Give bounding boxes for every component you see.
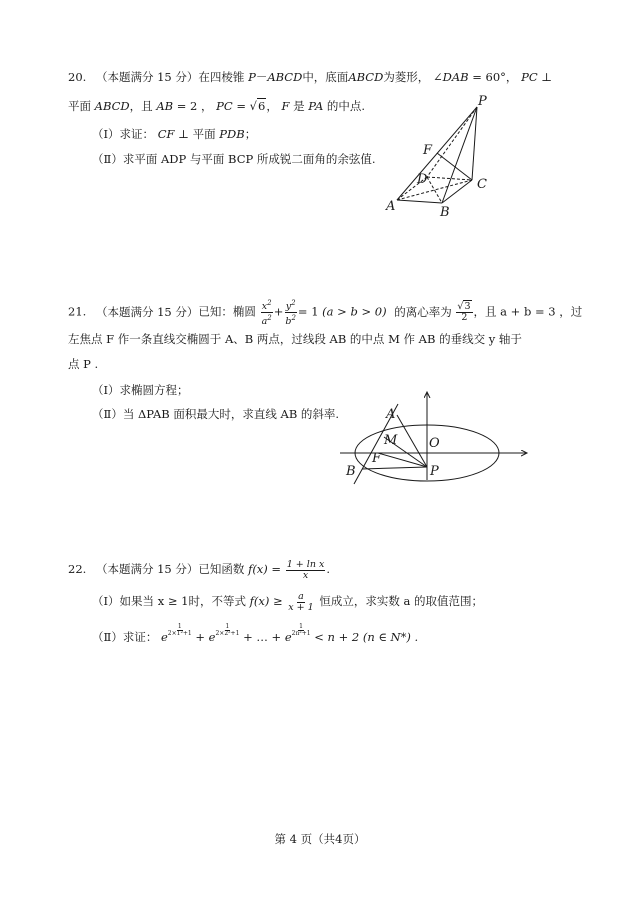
edge-ab [397,200,442,203]
q22-e1: e [160,630,168,644]
ellipse [355,425,499,481]
edge-ac [397,180,472,200]
label-f: F [423,143,433,158]
q21-line3: 点 P . [68,357,99,371]
label-o: O [429,436,440,451]
q22-end: . [326,562,330,576]
q22-part2-b: < n + 2 (n ∈ N*) . [314,630,419,644]
edge-pc [472,107,477,180]
q21-part2: （Ⅱ）当 ΔPAB 面积最大时，求直线 AB 的斜率. [92,407,340,421]
q20-plane: ABCD [94,99,130,113]
q20-line1 [68,70,552,84]
q20-pdb: PDB [219,127,245,141]
q20-pyramid-base: ABCD [267,70,303,84]
label-f2: F [372,451,382,466]
q20-angle: ∠DAB [432,70,469,84]
q20-number: 20. [68,70,87,84]
label-m: M [384,433,398,448]
q21-line2: 左焦点 F 作一条直线交椭圆于 A、B 两点，过线段 AB 的中点 M 作 AB 的垂线交 y 轴于 [68,332,522,346]
q20-part2: （Ⅱ）求平面 ADP 与平面 BCP 所成锐二面角的余弦值. [92,152,376,166]
q20-part1 [92,127,256,141]
q21-number: 21. [68,304,87,319]
q20-ab-val: = 2 ， [176,99,213,113]
q22-plus: + [195,630,206,644]
line-ap [397,415,427,467]
line-ab [354,404,398,484]
q20-rhombus: 为菱形， [383,70,430,84]
q22-part2 [92,623,419,644]
q20-score: （本题满分 15 分） [95,70,199,84]
q22-expn: $\frac{1}{\text{2n²+1}}$ [291,623,311,637]
q22-part1-a: （Ⅰ）如果当 x ≥ 1时，不等式 [92,594,246,608]
q22-exp1: $\frac{1}{\text{2×1²+1}}$ [167,623,192,637]
q20-line2-b: ，且 [129,99,153,113]
q20-part1-perp: ⊥ 平面 [178,127,216,141]
q21-y-frac: $\frac{y^2}{b^2}$ [285,299,296,328]
q22-exp2: $\frac{1}{\text{2×2²+1}}$ [215,623,240,637]
q20-dash: － [255,70,268,84]
edge-pa [397,107,477,200]
page-footer: 第 4 页（共4页） [274,832,366,846]
q22-part1 [92,588,483,614]
line-fp [378,453,427,467]
q20-base2: ABCD [348,70,384,84]
q20-text1: 在四棱锥 [198,70,245,84]
q21-cond: (a > b > 0) [322,304,387,319]
q20-mid: 中，底面 [302,70,349,84]
edge-dc [427,177,472,180]
q21-text1: 已知：椭圆 [198,304,256,319]
label-p2: P [430,464,439,479]
line-bp [362,467,427,469]
q20-cf: CF [157,127,175,141]
q20-perp: ⊥ [541,70,553,84]
q21-ab-sum: ，且 a + b = 3 ，过 [473,304,583,319]
q20-line2 [68,99,365,113]
q20-line2-c: ， [266,99,278,113]
q22-e2: e [208,630,216,644]
label-c: C [477,177,487,192]
q22-score: （本题满分 15 分） [95,562,199,576]
q20-line2-a: 平面 [68,99,91,113]
q21-eq1: = 1 [297,304,319,319]
edge-bc [442,180,472,203]
q22-dots: + … + [243,630,282,644]
label-a2: A [386,407,396,422]
label-p: P [478,94,487,109]
line-mp [384,437,427,467]
q22-part1-frac: $\frac{a}{x + 1}$ [288,590,314,613]
edge-db [427,177,442,203]
q21-line1: 21. （本题满分 15 分）已知：椭圆 $\frac{x^2}{a^2}$ + $\frac{y^2}{b^2}$ = 1 (a > b > 0) 的离心率为 $\frac{√3}{2}$ ，且 a + b = 3 ，过 [68,299,583,328]
label-a: A [386,199,396,214]
q21-part1: （Ⅰ）求椭圆方程； [92,383,189,397]
q21-ecc: 的离心率为 [394,304,452,319]
label-b2: B [346,464,356,479]
label-b: B [440,205,450,220]
edge-pd [427,107,477,177]
q20-pyramid-apex: P [248,70,256,84]
q22-part1-b: 恒成立，求实数 a 的取值范围； [319,594,484,608]
q22-part2-a: （Ⅱ）求证： [92,630,158,644]
q20-pa: PA [308,99,324,113]
q20-part1-end: ； [244,127,257,141]
q22-part1-fx: f(x) ≥ [249,594,283,608]
q20-is: 是 [293,99,305,113]
edge-ad [397,177,427,200]
q22-line1 [68,556,330,582]
q21-x-frac: $\frac{x^2}{a^2}$ [261,299,272,328]
edge-cf [437,153,472,180]
q22-text1: 已知函数 [198,562,245,576]
q21-score: （本题满分 15 分） [95,304,199,319]
q20-angle-val: = 60°， [472,70,518,84]
q20-mid2: 的中点. [326,99,366,113]
edge-pb [442,107,477,203]
q21-ecc-frac: $\frac{√3}{2}$ [457,301,471,324]
q20-pc-eq: = [236,99,246,113]
q20-pc2: PC [216,99,233,113]
q20-f: F [281,99,290,113]
q20-sqrt6: 6 [257,99,266,113]
label-d: D [417,172,428,187]
q22-e3: e [284,630,292,644]
q22-f-frac: $\frac{\text{1 + ln x}}{x}$ [286,558,325,581]
q20-sqrt-sign: √ [249,99,257,113]
q20-ab: AB [156,99,174,113]
q22-fx: f(x) = [248,562,282,576]
q22-number: 22. [68,562,87,576]
q20-part1-label: （Ⅰ）求证： [92,127,155,141]
q20-pc: PC [521,70,538,84]
